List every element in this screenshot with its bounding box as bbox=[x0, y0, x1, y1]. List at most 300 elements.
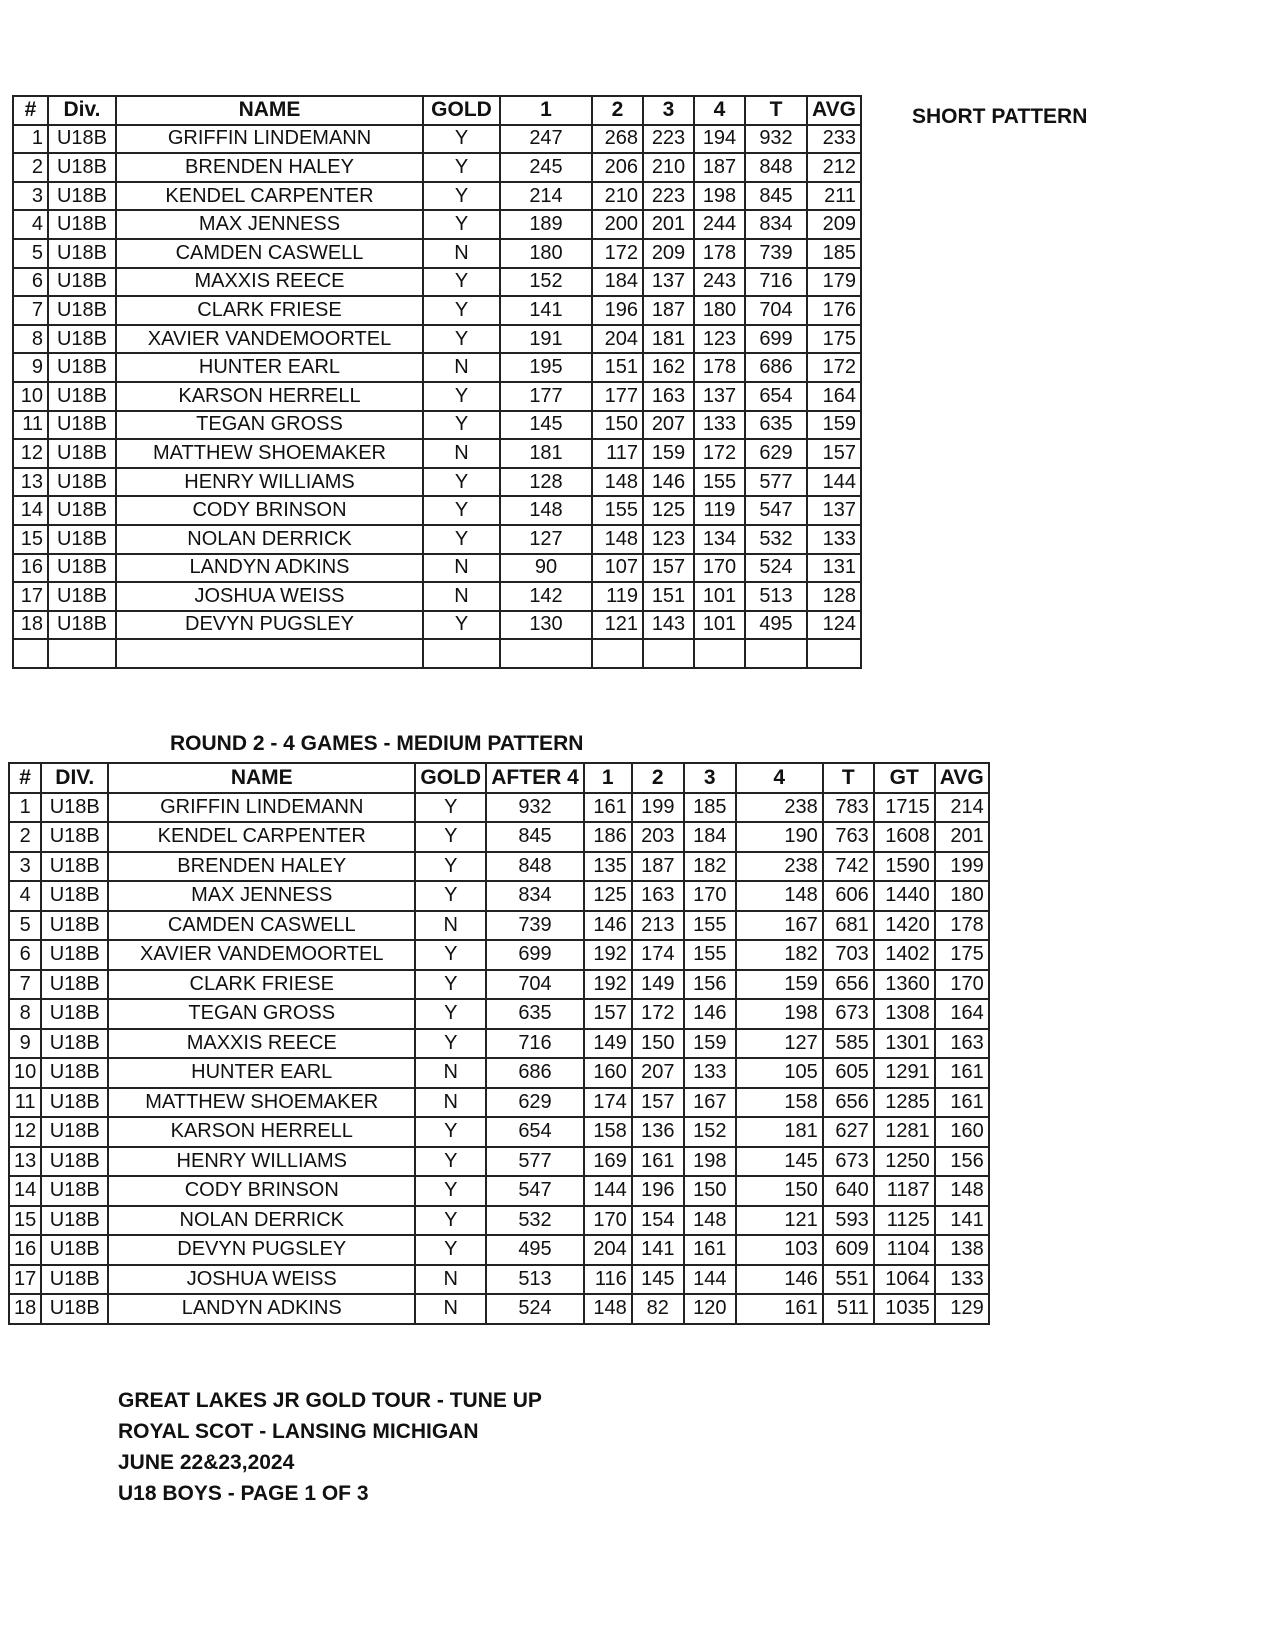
table-cell: 12 bbox=[9, 1117, 41, 1147]
table-cell: LANDYN ADKINS bbox=[108, 1294, 415, 1324]
table-cell bbox=[643, 639, 694, 668]
table-cell: 148 bbox=[584, 1294, 632, 1324]
table-cell: U18B bbox=[48, 582, 116, 611]
table-cell: 1125 bbox=[874, 1206, 935, 1236]
table-cell: TEGAN GROSS bbox=[116, 411, 423, 440]
event-info bbox=[118, 1385, 542, 1509]
table-cell: 145 bbox=[736, 1147, 823, 1177]
table-cell: Y bbox=[423, 182, 500, 211]
table-cell: U18B bbox=[41, 1117, 108, 1147]
table-cell: 158 bbox=[736, 1088, 823, 1118]
table-cell: 11 bbox=[13, 411, 48, 440]
round1-header-cell: GOLD bbox=[423, 96, 500, 125]
table-cell: 656 bbox=[823, 1088, 874, 1118]
table-cell: 128 bbox=[500, 468, 592, 497]
table-cell: 686 bbox=[486, 1058, 584, 1088]
round2-header-cell: # bbox=[9, 763, 41, 793]
table-cell: U18B bbox=[41, 1058, 108, 1088]
event-dates: JUNE 22&23,2024 bbox=[118, 1451, 295, 1474]
table-cell: 223 bbox=[643, 125, 694, 154]
table-cell: U18B bbox=[48, 325, 116, 354]
table-cell: GRIFFIN LINDEMANN bbox=[108, 793, 415, 823]
table-cell: 128 bbox=[807, 582, 861, 611]
table-cell: 2 bbox=[9, 822, 41, 852]
round1-pattern-label: SHORT PATTERN bbox=[912, 105, 1088, 128]
table-cell: U18B bbox=[41, 1206, 108, 1236]
table-cell: U18B bbox=[41, 1088, 108, 1118]
table-row bbox=[13, 125, 861, 154]
table-cell: CLARK FRIESE bbox=[116, 296, 423, 325]
table-row bbox=[9, 1029, 989, 1059]
table-cell: 143 bbox=[643, 611, 694, 640]
table-cell: 223 bbox=[643, 182, 694, 211]
table-cell: 137 bbox=[694, 382, 745, 411]
table-cell: U18B bbox=[48, 611, 116, 640]
round1-header-cell: # bbox=[13, 96, 48, 125]
table-cell: 187 bbox=[694, 153, 745, 182]
table-cell: 204 bbox=[584, 1235, 632, 1265]
table-cell: 1402 bbox=[874, 940, 935, 970]
table-cell: 161 bbox=[684, 1235, 736, 1265]
table-cell: 169 bbox=[584, 1147, 632, 1177]
table-cell: U18B bbox=[41, 793, 108, 823]
table-cell: 146 bbox=[736, 1265, 823, 1295]
table-cell: 133 bbox=[694, 411, 745, 440]
table-cell: 186 bbox=[584, 822, 632, 852]
table-cell: 1035 bbox=[874, 1294, 935, 1324]
round2-header-cell: NAME bbox=[108, 763, 415, 793]
table-row bbox=[9, 793, 989, 823]
table-cell: 198 bbox=[684, 1147, 736, 1177]
table-cell: 149 bbox=[632, 970, 684, 1000]
table-cell: 699 bbox=[486, 940, 584, 970]
table-cell: 163 bbox=[632, 881, 684, 911]
table-row bbox=[9, 1147, 989, 1177]
round1-header-cell: T bbox=[745, 96, 807, 125]
table-cell: U18B bbox=[48, 296, 116, 325]
table-cell: 1608 bbox=[874, 822, 935, 852]
table-cell: 137 bbox=[643, 268, 694, 297]
table-cell bbox=[694, 639, 745, 668]
table-cell: U18B bbox=[48, 411, 116, 440]
table-cell: 157 bbox=[632, 1088, 684, 1118]
table-cell: 157 bbox=[643, 554, 694, 583]
table-cell: 117 bbox=[592, 439, 643, 468]
table-cell: 16 bbox=[9, 1235, 41, 1265]
round2-standings-table bbox=[8, 762, 990, 1325]
table-cell: 629 bbox=[745, 439, 807, 468]
table-cell: JOSHUA WEISS bbox=[108, 1265, 415, 1295]
table-cell: 160 bbox=[935, 1117, 989, 1147]
table-cell: 176 bbox=[807, 296, 861, 325]
table-row bbox=[13, 611, 861, 640]
table-cell: 196 bbox=[632, 1176, 684, 1206]
table-cell: 532 bbox=[486, 1206, 584, 1236]
table-row bbox=[9, 1117, 989, 1147]
table-cell: 14 bbox=[13, 496, 48, 525]
table-cell: 178 bbox=[694, 239, 745, 268]
table-row bbox=[13, 353, 861, 382]
table-cell: 187 bbox=[643, 296, 694, 325]
table-cell: 1420 bbox=[874, 911, 935, 941]
table-cell: 141 bbox=[632, 1235, 684, 1265]
table-cell: U18B bbox=[41, 1294, 108, 1324]
table-cell: 181 bbox=[643, 325, 694, 354]
event-tour-name: GREAT LAKES JR GOLD TOUR - TUNE UP bbox=[118, 1389, 542, 1412]
table-cell: 170 bbox=[684, 881, 736, 911]
table-cell: U18B bbox=[41, 852, 108, 882]
event-division-page: U18 BOYS - PAGE 1 OF 3 bbox=[118, 1482, 369, 1505]
table-cell: KARSON HERRELL bbox=[108, 1117, 415, 1147]
table-cell: 640 bbox=[823, 1176, 874, 1206]
round2-header-cell: 2 bbox=[632, 763, 684, 793]
table-cell: GRIFFIN LINDEMANN bbox=[116, 125, 423, 154]
table-cell: 172 bbox=[694, 439, 745, 468]
table-cell: 145 bbox=[632, 1265, 684, 1295]
table-cell: 125 bbox=[643, 496, 694, 525]
table-cell: 127 bbox=[736, 1029, 823, 1059]
table-cell: 5 bbox=[13, 239, 48, 268]
table-cell: 7 bbox=[9, 970, 41, 1000]
table-cell: 121 bbox=[592, 611, 643, 640]
table-cell: 159 bbox=[807, 411, 861, 440]
table-cell: 1 bbox=[9, 793, 41, 823]
table-cell: 198 bbox=[694, 182, 745, 211]
table-cell: MAXXIS REECE bbox=[108, 1029, 415, 1059]
table-cell: 5 bbox=[9, 911, 41, 941]
table-row bbox=[13, 496, 861, 525]
table-cell: 180 bbox=[694, 296, 745, 325]
table-cell: 605 bbox=[823, 1058, 874, 1088]
table-cell: 156 bbox=[684, 970, 736, 1000]
table-cell: MAXXIS REECE bbox=[116, 268, 423, 297]
table-cell: 152 bbox=[500, 268, 592, 297]
table-cell: U18B bbox=[48, 153, 116, 182]
table-cell: XAVIER VANDEMOORTEL bbox=[108, 940, 415, 970]
table-cell: 8 bbox=[13, 325, 48, 354]
round1-header-cell: NAME bbox=[116, 96, 423, 125]
table-cell: JOSHUA WEISS bbox=[116, 582, 423, 611]
table-cell: Y bbox=[423, 496, 500, 525]
table-cell: 155 bbox=[592, 496, 643, 525]
table-cell: U18B bbox=[48, 353, 116, 382]
table-cell: 654 bbox=[745, 382, 807, 411]
table-cell: 199 bbox=[632, 793, 684, 823]
table-cell: MATTHEW SHOEMAKER bbox=[116, 439, 423, 468]
table-cell: HENRY WILLIAMS bbox=[108, 1147, 415, 1177]
table-cell: 13 bbox=[9, 1147, 41, 1177]
table-row bbox=[13, 268, 861, 297]
table-cell: U18B bbox=[41, 999, 108, 1029]
table-cell: CODY BRINSON bbox=[108, 1176, 415, 1206]
table-cell: 244 bbox=[694, 210, 745, 239]
table-row bbox=[13, 210, 861, 239]
table-cell: 654 bbox=[486, 1117, 584, 1147]
table-row bbox=[9, 1058, 989, 1088]
table-cell: Y bbox=[415, 1176, 486, 1206]
table-cell: 609 bbox=[823, 1235, 874, 1265]
table-cell: Y bbox=[423, 325, 500, 354]
table-cell: 161 bbox=[632, 1147, 684, 1177]
table-cell: 593 bbox=[823, 1206, 874, 1236]
table-cell: 214 bbox=[500, 182, 592, 211]
table-cell: KARSON HERRELL bbox=[116, 382, 423, 411]
table-cell: Y bbox=[415, 1117, 486, 1147]
round2-header-cell: GOLD bbox=[415, 763, 486, 793]
table-cell: U18B bbox=[41, 970, 108, 1000]
table-cell: Y bbox=[415, 881, 486, 911]
table-cell: U18B bbox=[48, 496, 116, 525]
table-row bbox=[9, 852, 989, 882]
table-cell: U18B bbox=[48, 525, 116, 554]
table-cell: CODY BRINSON bbox=[116, 496, 423, 525]
table-cell: 1 bbox=[13, 125, 48, 154]
table-cell: 211 bbox=[807, 182, 861, 211]
table-cell: 12 bbox=[13, 439, 48, 468]
table-cell: 161 bbox=[736, 1294, 823, 1324]
table-cell: 145 bbox=[500, 411, 592, 440]
table-cell: U18B bbox=[48, 239, 116, 268]
table-cell: N bbox=[423, 239, 500, 268]
table-cell: 163 bbox=[935, 1029, 989, 1059]
table-cell: 207 bbox=[632, 1058, 684, 1088]
table-cell: 146 bbox=[643, 468, 694, 497]
table-cell: Y bbox=[423, 296, 500, 325]
table-cell: 199 bbox=[935, 852, 989, 882]
table-cell: N bbox=[415, 1058, 486, 1088]
table-cell: 119 bbox=[592, 582, 643, 611]
table-cell: HUNTER EARL bbox=[108, 1058, 415, 1088]
table-cell: 167 bbox=[736, 911, 823, 941]
table-row bbox=[13, 525, 861, 554]
table-cell: 213 bbox=[632, 911, 684, 941]
table-cell: TEGAN GROSS bbox=[108, 999, 415, 1029]
table-cell: 495 bbox=[486, 1235, 584, 1265]
table-row bbox=[13, 153, 861, 182]
table-cell: 174 bbox=[632, 940, 684, 970]
table-cell: Y bbox=[423, 125, 500, 154]
table-cell: N bbox=[415, 911, 486, 941]
table-cell: 16 bbox=[13, 554, 48, 583]
table-cell: Y bbox=[415, 822, 486, 852]
table-cell: N bbox=[423, 554, 500, 583]
table-cell: 151 bbox=[592, 353, 643, 382]
table-cell: 155 bbox=[684, 940, 736, 970]
table-cell: Y bbox=[423, 411, 500, 440]
round1-header-cell: 2 bbox=[592, 96, 643, 125]
table-cell: U18B bbox=[48, 439, 116, 468]
table-cell: MAX JENNESS bbox=[116, 210, 423, 239]
table-cell: 1291 bbox=[874, 1058, 935, 1088]
table-cell: 161 bbox=[584, 793, 632, 823]
table-row bbox=[13, 554, 861, 583]
table-cell: 203 bbox=[632, 822, 684, 852]
table-cell: 160 bbox=[584, 1058, 632, 1088]
table-cell: 179 bbox=[807, 268, 861, 297]
table-cell: 1308 bbox=[874, 999, 935, 1029]
table-cell: 144 bbox=[584, 1176, 632, 1206]
table-cell: 159 bbox=[684, 1029, 736, 1059]
table-cell: HUNTER EARL bbox=[116, 353, 423, 382]
table-cell: 3 bbox=[9, 852, 41, 882]
table-cell: 105 bbox=[736, 1058, 823, 1088]
table-cell: U18B bbox=[41, 911, 108, 941]
round2-header-cell: 1 bbox=[584, 763, 632, 793]
table-cell: 190 bbox=[736, 822, 823, 852]
table-cell: 141 bbox=[935, 1206, 989, 1236]
table-cell: 635 bbox=[745, 411, 807, 440]
table-cell: Y bbox=[423, 468, 500, 497]
table-cell: U18B bbox=[48, 382, 116, 411]
table-row bbox=[9, 1265, 989, 1295]
table-cell: 1064 bbox=[874, 1265, 935, 1295]
table-cell: 107 bbox=[592, 554, 643, 583]
table-cell: 150 bbox=[592, 411, 643, 440]
table-cell: 198 bbox=[736, 999, 823, 1029]
table-cell: 189 bbox=[500, 210, 592, 239]
table-row bbox=[13, 239, 861, 268]
table-cell: 159 bbox=[736, 970, 823, 1000]
table-cell: 157 bbox=[584, 999, 632, 1029]
table-cell: 101 bbox=[694, 611, 745, 640]
table-cell: 170 bbox=[935, 970, 989, 1000]
table-cell: DEVYN PUGSLEY bbox=[108, 1235, 415, 1265]
table-cell: 172 bbox=[632, 999, 684, 1029]
round2-header-cell: AFTER 4 bbox=[486, 763, 584, 793]
table-row bbox=[9, 940, 989, 970]
table-cell: U18B bbox=[48, 182, 116, 211]
table-cell: 1440 bbox=[874, 881, 935, 911]
table-cell: 716 bbox=[745, 268, 807, 297]
table-cell: 90 bbox=[500, 554, 592, 583]
table-cell: 848 bbox=[486, 852, 584, 882]
table-cell: 135 bbox=[584, 852, 632, 882]
table-cell: 704 bbox=[486, 970, 584, 1000]
table-cell: 245 bbox=[500, 153, 592, 182]
table-cell: 180 bbox=[935, 881, 989, 911]
table-cell: U18B bbox=[41, 1029, 108, 1059]
table-cell: 210 bbox=[643, 153, 694, 182]
table-cell: 200 bbox=[592, 210, 643, 239]
table-cell: 182 bbox=[684, 852, 736, 882]
table-cell: MAX JENNESS bbox=[108, 881, 415, 911]
table-cell: KENDEL CARPENTER bbox=[108, 822, 415, 852]
table-cell: 148 bbox=[592, 468, 643, 497]
round1-header-cell: 1 bbox=[500, 96, 592, 125]
table-cell: CAMDEN CASWELL bbox=[108, 911, 415, 941]
table-cell: Y bbox=[415, 793, 486, 823]
table-cell: 204 bbox=[592, 325, 643, 354]
table-cell: 585 bbox=[823, 1029, 874, 1059]
table-cell: 739 bbox=[486, 911, 584, 941]
round2-header-cell: T bbox=[823, 763, 874, 793]
round1-header-cell: 4 bbox=[694, 96, 745, 125]
table-cell: U18B bbox=[48, 554, 116, 583]
table-cell: XAVIER VANDEMOORTEL bbox=[116, 325, 423, 354]
table-cell: 156 bbox=[935, 1147, 989, 1177]
table-cell: 134 bbox=[694, 525, 745, 554]
table-cell: 148 bbox=[684, 1206, 736, 1236]
table-cell: 142 bbox=[500, 582, 592, 611]
table-cell: Y bbox=[423, 210, 500, 239]
table-row bbox=[13, 325, 861, 354]
table-cell: 243 bbox=[694, 268, 745, 297]
table-cell: 848 bbox=[745, 153, 807, 182]
table-cell: 1360 bbox=[874, 970, 935, 1000]
table-cell bbox=[592, 639, 643, 668]
table-cell: 155 bbox=[694, 468, 745, 497]
table-cell: 181 bbox=[736, 1117, 823, 1147]
table-cell: 184 bbox=[592, 268, 643, 297]
table-cell: U18B bbox=[41, 940, 108, 970]
round2-header-cell: GT bbox=[874, 763, 935, 793]
table-cell: 703 bbox=[823, 940, 874, 970]
table-cell: NOLAN DERRICK bbox=[108, 1206, 415, 1236]
table-cell: 209 bbox=[643, 239, 694, 268]
table-cell: Y bbox=[423, 268, 500, 297]
table-cell: 6 bbox=[9, 940, 41, 970]
table-cell bbox=[423, 639, 500, 668]
table-cell: 141 bbox=[500, 296, 592, 325]
table-cell: 686 bbox=[745, 353, 807, 382]
table-cell: HENRY WILLIAMS bbox=[116, 468, 423, 497]
table-cell: Y bbox=[415, 999, 486, 1029]
table-cell: 1715 bbox=[874, 793, 935, 823]
table-cell: Y bbox=[415, 1147, 486, 1177]
table-cell: 209 bbox=[807, 210, 861, 239]
table-cell: 175 bbox=[807, 325, 861, 354]
round1-body bbox=[13, 125, 861, 668]
table-cell: 834 bbox=[745, 210, 807, 239]
table-cell: 763 bbox=[823, 822, 874, 852]
table-cell: 932 bbox=[486, 793, 584, 823]
table-cell: 172 bbox=[592, 239, 643, 268]
table-cell: 699 bbox=[745, 325, 807, 354]
table-cell: MATTHEW SHOEMAKER bbox=[108, 1088, 415, 1118]
table-cell: 681 bbox=[823, 911, 874, 941]
table-cell: 185 bbox=[684, 793, 736, 823]
table-cell: 547 bbox=[745, 496, 807, 525]
table-cell: 136 bbox=[632, 1117, 684, 1147]
table-cell: 148 bbox=[736, 881, 823, 911]
round2-header-cell: 4 bbox=[736, 763, 823, 793]
table-cell: 123 bbox=[643, 525, 694, 554]
table-cell: N bbox=[423, 439, 500, 468]
table-cell: 149 bbox=[584, 1029, 632, 1059]
table-cell: 932 bbox=[745, 125, 807, 154]
table-cell: 131 bbox=[807, 554, 861, 583]
table-cell: 184 bbox=[684, 822, 736, 852]
table-cell: 201 bbox=[935, 822, 989, 852]
table-cell: 577 bbox=[486, 1147, 584, 1177]
table-row bbox=[9, 1176, 989, 1206]
table-row bbox=[9, 881, 989, 911]
table-cell: 513 bbox=[486, 1265, 584, 1295]
table-cell: 11 bbox=[9, 1088, 41, 1118]
table-cell: 152 bbox=[684, 1117, 736, 1147]
table-row bbox=[9, 1088, 989, 1118]
table-cell: Y bbox=[415, 852, 486, 882]
table-cell: 206 bbox=[592, 153, 643, 182]
table-cell: 150 bbox=[736, 1176, 823, 1206]
table-cell: 238 bbox=[736, 852, 823, 882]
table-cell: 154 bbox=[632, 1206, 684, 1236]
table-cell: 177 bbox=[500, 382, 592, 411]
table-cell: 127 bbox=[500, 525, 592, 554]
table-cell: 201 bbox=[643, 210, 694, 239]
table-cell: 210 bbox=[592, 182, 643, 211]
table-cell: 238 bbox=[736, 793, 823, 823]
